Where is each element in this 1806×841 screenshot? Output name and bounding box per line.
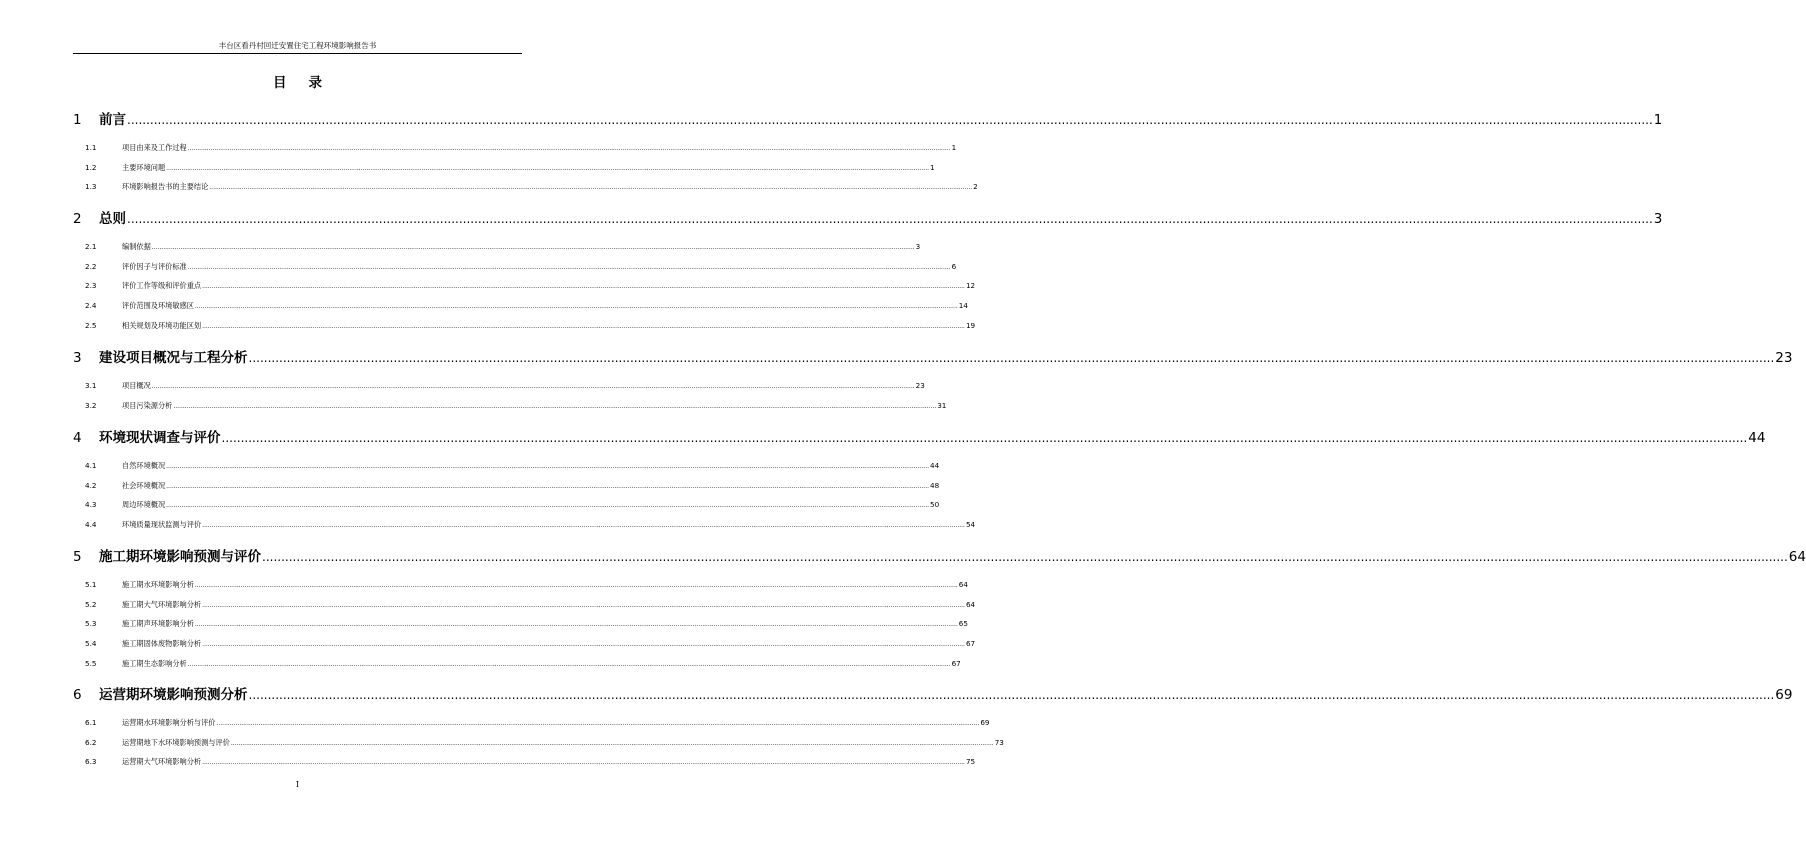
toc-entry-title: 总则 (99, 211, 126, 227)
toc-section-entry[interactable] (73, 281, 976, 292)
toc-entry-page: 75 (965, 757, 976, 767)
toc-entry-number: 3.1 (85, 381, 97, 390)
toc-entry-page: 73 (994, 737, 1004, 747)
toc-entry-number: 4.1 (85, 461, 97, 470)
toc-entry-title: 编制依据 (122, 242, 151, 251)
toc-entry-page: 54 (965, 520, 976, 530)
toc-entry-page: 1 (930, 162, 935, 172)
toc-section-entry[interactable] (73, 599, 976, 611)
toc-entry-number: 4.2 (85, 480, 97, 490)
toc-section-entry[interactable] (73, 261, 957, 273)
toc-entry-page: 67 (965, 639, 976, 649)
toc-dot-leader: ................................................................................................................................................................................................................................................................................................................................................................................................................ (248, 688, 1775, 702)
toc-dot-leader: ................................................................................................................................................................................................................................................................................................................................................................................................................ (127, 113, 1653, 127)
toc-dot-leader: ................................................................................................................................................................................................................................................................................................................................................................................................................ (173, 402, 937, 410)
toc-dot-leader: ................................................................................................................................................................................................................................................................................................................................................................................................................ (166, 164, 930, 172)
toc-entry-number: 3.2 (85, 400, 97, 410)
toc-entry-page: 3 (1653, 211, 1663, 227)
toc-chapter-entry[interactable] (73, 683, 1793, 703)
toc-chapter-entry[interactable] (73, 346, 1793, 366)
toc-section-entry[interactable] (73, 658, 961, 670)
toc-entry-page: 64 (965, 599, 976, 609)
page-number: I (295, 780, 300, 789)
toc-entry-title: 施工期声环境影响分析 (122, 619, 194, 629)
toc-entry-page: 44 (930, 461, 940, 470)
toc-section-entry[interactable] (73, 381, 925, 392)
toc-title: 目录 (273, 75, 344, 91)
toc-entry-number: 2.5 (85, 320, 97, 330)
toc-section-entry[interactable] (73, 757, 976, 768)
toc-section-entry[interactable] (73, 500, 940, 511)
toc-chapter-entry[interactable] (73, 426, 1766, 446)
toc-entry-page: 64 (1788, 549, 1806, 565)
toc-entry-number: 6.2 (85, 737, 97, 747)
toc-entry-page: 31 (937, 400, 947, 410)
toc-dot-leader: ................................................................................................................................................................................................................................................................................................................................................................................................................ (151, 383, 915, 390)
toc-entry-page: 67 (951, 658, 961, 668)
toc-section-entry[interactable] (73, 182, 978, 193)
toc-entry-number: 1.3 (85, 182, 97, 192)
toc-section-entry[interactable] (73, 400, 947, 412)
toc-entry-number: 1.1 (85, 143, 97, 152)
toc-entry-title: 项目污染源分析 (122, 400, 173, 410)
toc-dot-leader: ................................................................................................................................................................................................................................................................................................................................................................................................................ (187, 660, 951, 668)
toc-entry-title: 施工期大气环境影响分析 (122, 599, 202, 609)
toc-entry-number: 5.1 (85, 580, 97, 589)
toc-entry-title: 施工期生态影响分析 (122, 658, 187, 668)
toc-entry-title: 运营期环境影响预测分析 (99, 687, 248, 703)
toc-entry-page: 14 (958, 301, 968, 311)
toc-dot-leader: ................................................................................................................................................................................................................................................................................................................................................................................................................ (202, 322, 965, 330)
toc-entry-number: 5.5 (85, 658, 97, 668)
toc-entry-title: 自然环境概况 (122, 461, 166, 470)
toc-dot-leader: ................................................................................................................................................................................................................................................................................................................................................................................................................ (202, 601, 965, 609)
toc-entry-title: 施工期固体废物影响分析 (122, 639, 202, 649)
toc-entry-number: 5.3 (85, 619, 97, 629)
toc-dot-leader: ................................................................................................................................................................................................................................................................................................................................................................................................................ (202, 641, 965, 649)
toc-entry-number: 1.2 (85, 162, 97, 172)
toc-entry-title: 前言 (99, 112, 126, 128)
toc-entry-title: 运营期水环境影响分析与评价 (122, 718, 216, 727)
toc-section-entry[interactable] (73, 639, 976, 650)
toc-entry-page: 69 (980, 718, 990, 727)
toc-dot-leader: ................................................................................................................................................................................................................................................................................................................................................................................................................ (194, 621, 958, 629)
toc-entry-page: 50 (930, 500, 940, 510)
toc-entry-number: 3 (73, 350, 82, 366)
toc-dot-leader: ................................................................................................................................................................................................................................................................................................................................................................................................................ (262, 550, 1788, 564)
toc-entry-number: 4.4 (85, 520, 97, 530)
toc-entry-title: 运营期大气环境影响分析 (122, 757, 202, 767)
toc-entry-title: 项目由来及工作过程 (122, 143, 187, 152)
toc-entry-number: 5.4 (85, 639, 97, 649)
toc-dot-leader: ................................................................................................................................................................................................................................................................................................................................................................................................................ (221, 431, 1748, 445)
toc-entry-title: 建设项目概况与工程分析 (99, 350, 248, 366)
toc-entry-page: 1 (951, 143, 957, 152)
toc-dot-leader: ................................................................................................................................................................................................................................................................................................................................................................................................................ (202, 522, 965, 530)
toc-entry-number: 2 (73, 211, 82, 227)
toc-entry-page: 6 (951, 261, 957, 271)
toc-entry-page: 12 (965, 281, 976, 291)
toc-entry-title: 施工期环境影响预测与评价 (99, 549, 261, 565)
toc-section-entry[interactable] (73, 242, 921, 253)
toc-dot-leader: ................................................................................................................................................................................................................................................................................................................................................................................................................ (209, 184, 973, 192)
toc-entry-number: 2.3 (85, 281, 97, 291)
toc-dot-leader: ................................................................................................................................................................................................................................................................................................................................................................................................................ (194, 582, 958, 589)
toc-entry-page: 3 (915, 242, 921, 251)
toc-section-entry[interactable] (73, 580, 968, 591)
toc-dot-leader: ................................................................................................................................................................................................................................................................................................................................................................................................................ (194, 303, 958, 311)
toc-section-entry[interactable] (73, 718, 990, 729)
toc-entry-title: 评价因子与评价标准 (122, 261, 187, 271)
toc-chapter-entry[interactable] (73, 545, 1806, 565)
toc-section-entry[interactable] (73, 461, 940, 472)
toc-section-entry[interactable] (73, 320, 976, 332)
toc-entry-number: 6 (73, 687, 82, 703)
toc-chapter-entry[interactable] (73, 207, 1663, 227)
toc-entry-title: 环境现状调查与评价 (99, 430, 221, 446)
toc-entry-number: 4 (73, 430, 82, 446)
toc-dot-leader: ................................................................................................................................................................................................................................................................................................................................................................................................................ (127, 212, 1653, 226)
toc-entry-title: 评价工作等级和评价重点 (122, 281, 202, 291)
toc-entry-page: 65 (958, 619, 968, 629)
toc-dot-leader: ................................................................................................................................................................................................................................................................................................................................................................................................................ (151, 244, 915, 251)
toc-dot-leader: ................................................................................................................................................................................................................................................................................................................................................................................................................ (248, 351, 1775, 365)
toc-entry-number: 2.4 (85, 301, 97, 311)
toc-entry-page: 44 (1748, 430, 1766, 446)
toc-entry-title: 项目概况 (122, 381, 151, 390)
toc-section-entry[interactable] (73, 162, 935, 174)
toc-entry-title: 相关规划及环境功能区划 (122, 320, 202, 330)
toc-section-entry[interactable] (73, 737, 1004, 749)
toc-section-entry[interactable] (73, 143, 957, 154)
toc-section-entry[interactable] (73, 619, 968, 630)
toc-entry-number: 1 (73, 112, 82, 128)
toc-entry-page: 1 (1653, 112, 1663, 128)
toc-dot-leader: ................................................................................................................................................................................................................................................................................................................................................................................................................ (187, 145, 951, 152)
toc-dot-leader: ................................................................................................................................................................................................................................................................................................................................................................................................................ (202, 283, 965, 291)
toc-entry-number: 5 (73, 549, 82, 565)
toc-section-entry[interactable] (73, 480, 940, 492)
toc-section-entry[interactable] (73, 520, 976, 531)
toc-entry-number: 6.3 (85, 757, 97, 767)
toc-section-entry[interactable] (73, 301, 968, 312)
toc-entry-title: 评价范围及环境敏感区 (122, 301, 194, 311)
toc-dot-leader: ................................................................................................................................................................................................................................................................................................................................................................................................................ (230, 739, 994, 747)
running-header: 丰台区看丹村回迁安置住宅工程环境影响报告书 (218, 41, 377, 50)
toc-dot-leader: ................................................................................................................................................................................................................................................................................................................................................................................................................ (166, 463, 930, 470)
toc-entry-title: 周边环境概况 (122, 500, 166, 510)
toc-entry-title: 主要环境问题 (122, 162, 166, 172)
toc-entry-number: 2.1 (85, 242, 97, 251)
toc-dot-leader: ................................................................................................................................................................................................................................................................................................................................................................................................................ (166, 482, 930, 490)
toc-entry-number: 4.3 (85, 500, 97, 510)
toc-entry-title: 环境影响报告书的主要结论 (122, 182, 209, 192)
toc-entry-page: 69 (1775, 687, 1793, 703)
toc-entry-number: 5.2 (85, 599, 97, 609)
toc-entry-page: 19 (965, 320, 976, 330)
toc-entry-title: 环境质量现状监测与评价 (122, 520, 202, 530)
toc-entry-number: 2.2 (85, 261, 97, 271)
toc-entry-page: 48 (930, 480, 940, 490)
toc-entry-page: 23 (1775, 350, 1793, 366)
toc-entry-title: 运营期地下水环境影响预测与评价 (122, 737, 230, 747)
toc-dot-leader: ................................................................................................................................................................................................................................................................................................................................................................................................................ (166, 502, 930, 510)
toc-dot-leader: ................................................................................................................................................................................................................................................................................................................................................................................................................ (216, 720, 980, 727)
toc-dot-leader: ................................................................................................................................................................................................................................................................................................................................................................................................................ (202, 759, 965, 767)
toc-entry-title: 施工期水环境影响分析 (122, 580, 194, 589)
toc-entry-page: 2 (973, 182, 978, 192)
toc-chapter-entry[interactable] (73, 108, 1663, 128)
toc-entry-page: 23 (915, 381, 925, 390)
toc-entry-title: 社会环境概况 (122, 480, 166, 490)
toc-entry-page: 64 (958, 580, 968, 589)
header-rule (73, 53, 522, 54)
toc-entry-number: 6.1 (85, 718, 97, 727)
toc-dot-leader: ................................................................................................................................................................................................................................................................................................................................................................................................................ (187, 263, 951, 271)
